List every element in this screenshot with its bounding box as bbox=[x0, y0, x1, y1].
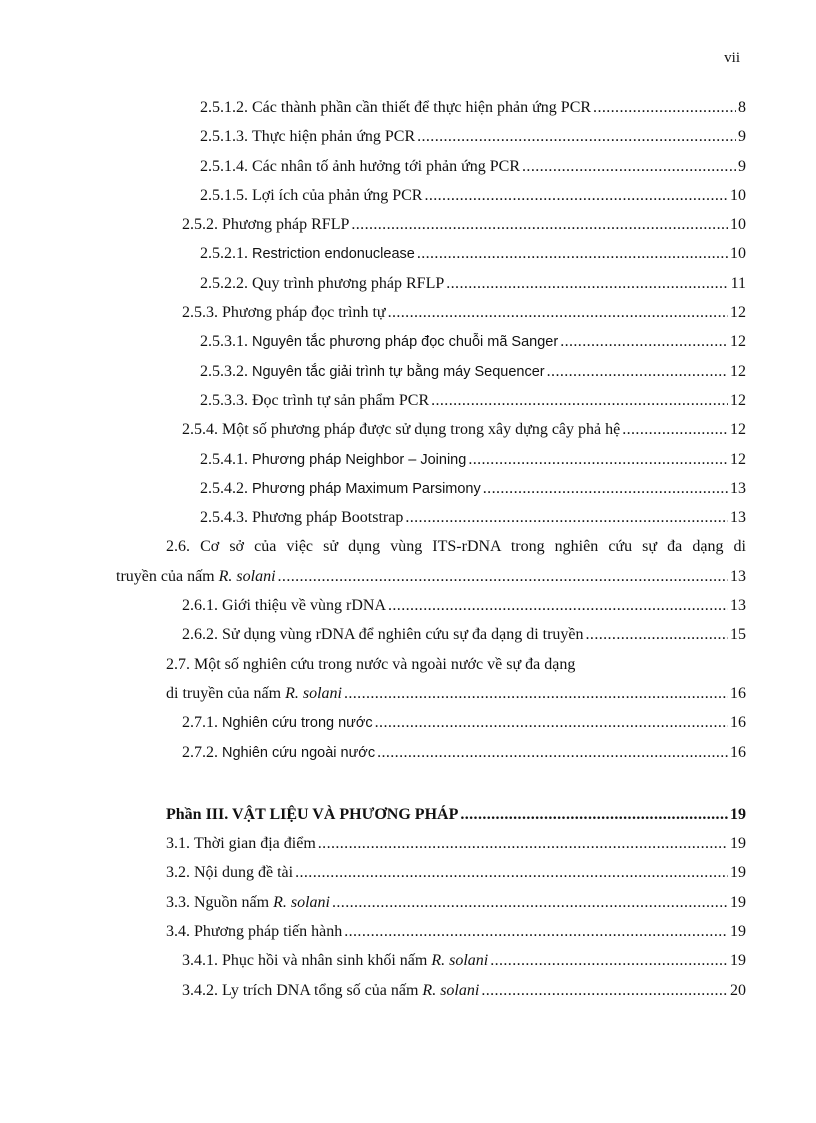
toc-page: 11 bbox=[730, 274, 746, 292]
toc-entry-2-5-4[interactable] bbox=[0, 415, 816, 444]
toc-entry-3-1[interactable] bbox=[0, 829, 816, 858]
toc-entry-2-5-1-3[interactable] bbox=[0, 122, 816, 151]
toc-entry-part-3[interactable] bbox=[0, 800, 816, 829]
toc-entry-2-5-3-3[interactable] bbox=[0, 386, 816, 415]
toc-entry-2-5-4-1[interactable] bbox=[0, 445, 816, 474]
toc-entry-2-7-continued[interactable] bbox=[0, 679, 816, 708]
toc-number: 2.5.4.1. bbox=[200, 450, 248, 468]
toc-entry-2-5-3-1[interactable] bbox=[0, 327, 816, 356]
toc-entry-3-4-1[interactable] bbox=[0, 946, 816, 975]
toc-title: Phương pháp tiến hành bbox=[194, 923, 343, 941]
toc-number: 3.3. bbox=[166, 893, 190, 911]
toc-entry-2-5-3[interactable] bbox=[0, 298, 816, 327]
toc-title: Phương pháp RFLP bbox=[222, 216, 350, 234]
toc-number: 2.5.1.5. bbox=[200, 186, 248, 204]
toc-page: 19 bbox=[730, 864, 746, 882]
toc-number: 2.5.4. bbox=[182, 421, 218, 439]
toc-title: Lợi ích của phản ứng PCR bbox=[252, 186, 423, 204]
toc-entry-2-5-3-2[interactable] bbox=[0, 357, 816, 386]
toc-title-italic: R. solani bbox=[218, 567, 276, 585]
toc-page: 9 bbox=[738, 128, 746, 146]
toc-title: Một số nghiên cứu trong nước và ngoài nước về sự đa dạng bbox=[194, 655, 576, 673]
toc-title-italic: R. solani bbox=[422, 981, 480, 999]
toc-title-italic: R. solani bbox=[273, 893, 330, 911]
toc-entry-2-5-1-4[interactable] bbox=[0, 152, 816, 181]
toc-entry-3-2[interactable] bbox=[0, 858, 816, 887]
toc-page: 10 bbox=[730, 216, 746, 234]
toc-page: 12 bbox=[730, 391, 746, 409]
toc-number: 2.5.3.3. bbox=[200, 391, 248, 409]
toc-number: 3.4.2. bbox=[182, 981, 218, 999]
toc-title: Nghiên cứu trong nước bbox=[222, 715, 373, 732]
toc-page: 16 bbox=[730, 714, 746, 732]
toc-page: 19 bbox=[730, 923, 746, 941]
toc-page: 10 bbox=[730, 245, 746, 263]
section-spacer bbox=[0, 767, 816, 800]
toc-title: Phần III. VẬT LIỆU VÀ PHƯƠNG PHÁP bbox=[166, 805, 459, 823]
toc-page: 16 bbox=[730, 743, 746, 761]
toc-title-italic: R. solani bbox=[431, 952, 489, 970]
toc-number: 2.5.1.2. bbox=[200, 99, 248, 116]
toc-title: Phương pháp Bootstrap bbox=[252, 509, 404, 527]
toc-entry-2-7-1[interactable] bbox=[0, 708, 816, 737]
toc-page: 12 bbox=[730, 421, 746, 439]
toc-title: Quy trình phương pháp RFLP bbox=[252, 274, 445, 292]
toc-number: 3.4.1. bbox=[182, 952, 218, 970]
toc-title: Phục hồi và nhân sinh khối nấm bbox=[222, 952, 428, 970]
toc-number: 2.6.1. bbox=[182, 597, 218, 615]
toc-title: Sử dụng vùng rDNA để nghiên cứu sự đa dạng di truyền bbox=[222, 626, 584, 644]
toc-entry-2-5-2[interactable] bbox=[0, 210, 816, 239]
toc-page: 13 bbox=[730, 509, 746, 527]
toc-page: 12 bbox=[730, 450, 746, 468]
toc-page: 10 bbox=[730, 186, 746, 204]
toc-entry-2-6[interactable] bbox=[0, 532, 816, 561]
toc-page: 13 bbox=[730, 479, 746, 497]
toc-title-continued: truyền của nấm bbox=[116, 567, 215, 585]
toc-entry-2-5-1-2[interactable] bbox=[0, 93, 816, 122]
toc-title: Nguồn nấm bbox=[194, 893, 270, 911]
toc-number: 2.5.3.2. bbox=[200, 362, 248, 380]
toc-page: 19 bbox=[730, 893, 746, 911]
toc-page: 12 bbox=[730, 304, 746, 322]
toc-title: Restriction endonuclease bbox=[252, 246, 415, 263]
toc-title: Đọc trình tự sản phẩm PCR bbox=[252, 391, 430, 409]
toc-entry-2-5-2-1[interactable] bbox=[0, 239, 816, 268]
table-of-contents bbox=[0, 93, 816, 1005]
toc-entry-2-7-2[interactable] bbox=[0, 738, 816, 767]
toc-entry-2-7[interactable] bbox=[0, 650, 816, 679]
toc-title-continued: di truyền của nấm bbox=[166, 684, 282, 702]
toc-entry-2-5-2-2[interactable] bbox=[0, 269, 816, 298]
toc-title: Phương pháp Neighbor – Joining bbox=[252, 451, 467, 468]
toc-entry-2-6-continued[interactable] bbox=[0, 562, 816, 591]
toc-number: 2.5.3. bbox=[182, 304, 218, 322]
toc-entry-3-4-2[interactable] bbox=[0, 976, 816, 1005]
toc-number: 2.7.1. bbox=[182, 714, 218, 732]
toc-page: 12 bbox=[730, 362, 746, 380]
toc-number: 3.4. bbox=[166, 923, 190, 941]
toc-number: 2.5.1.3. bbox=[200, 128, 248, 146]
toc-number: 2.5.2.2. bbox=[200, 274, 248, 292]
toc-page: 19 bbox=[730, 952, 746, 970]
page-number: vii bbox=[724, 50, 740, 66]
toc-title: Phương pháp đọc trình tự bbox=[222, 304, 386, 322]
toc-number: 2.5.1.4. bbox=[200, 157, 248, 175]
toc-title-italic: R. solani bbox=[285, 684, 342, 702]
toc-page: 15 bbox=[730, 626, 746, 644]
toc-title: Nguyên tắc phương pháp đọc chuỗi mã Sanger bbox=[252, 334, 559, 351]
toc-title: Các nhân tố ảnh hưởng tới phản ứng PCR bbox=[252, 157, 521, 175]
toc-entry-2-5-1-5[interactable] bbox=[0, 181, 816, 210]
toc-number: 2.7.2. bbox=[182, 743, 218, 761]
toc-number: 2.5.2.1. bbox=[200, 245, 248, 263]
toc-entry-3-3[interactable] bbox=[0, 888, 816, 917]
toc-number: 3.2. bbox=[166, 864, 190, 882]
toc-page: 19 bbox=[730, 835, 746, 853]
toc-title: Thực hiện phản ứng PCR bbox=[252, 128, 416, 146]
toc-entry-3-4[interactable] bbox=[0, 917, 816, 946]
toc-page: 12 bbox=[730, 333, 746, 351]
toc-title: Ly trích DNA tổng số của nấm bbox=[222, 981, 419, 999]
toc-entry-2-5-4-2[interactable] bbox=[0, 474, 816, 503]
toc-title: Giới thiệu về vùng rDNA bbox=[222, 597, 386, 615]
toc-page: 19 bbox=[730, 805, 746, 823]
toc-page: 9 bbox=[738, 157, 746, 175]
toc-title: Nội dung đề tài bbox=[194, 864, 294, 882]
toc-title: Cơ sở của việc sử dụng vùng ITS-rDNA trong nghiên cứu sự đa dạng di bbox=[200, 538, 746, 556]
toc-entry-2-5-4-3[interactable] bbox=[0, 503, 816, 532]
toc-title: Một số phương pháp được sử dụng trong xây dựng cây phả hệ bbox=[222, 421, 621, 439]
toc-entry-2-6-1[interactable] bbox=[0, 591, 816, 620]
toc-number: 2.6. bbox=[166, 538, 190, 556]
toc-number: 2.5.2. bbox=[182, 216, 218, 234]
toc-number: 2.6.2. bbox=[182, 626, 218, 644]
toc-page: 13 bbox=[730, 567, 746, 585]
toc-number: 2.5.4.3. bbox=[200, 509, 248, 527]
toc-title: Nghiên cứu ngoài nước bbox=[222, 744, 376, 761]
toc-number: 2.5.4.2. bbox=[200, 479, 248, 497]
toc-page: 13 bbox=[730, 597, 746, 615]
toc-entry-2-6-2[interactable] bbox=[0, 620, 816, 649]
toc-title: Thời gian địa điểm bbox=[194, 835, 316, 853]
toc-number: 3.1. bbox=[166, 835, 190, 853]
toc-page: 20 bbox=[730, 981, 746, 999]
toc-number: 2.7. bbox=[166, 655, 190, 673]
toc-title: Các thành phần cần thiết để thực hiện phản ứng PCR bbox=[252, 99, 592, 116]
toc-title: Nguyên tắc giải trình tự bằng máy Sequencer bbox=[252, 363, 545, 380]
toc-page: 16 bbox=[730, 684, 746, 702]
toc-page: 8 bbox=[738, 99, 746, 116]
toc-number: 2.5.3.1. bbox=[200, 333, 248, 351]
toc-title: Phương pháp Maximum Parsimony bbox=[252, 480, 481, 497]
